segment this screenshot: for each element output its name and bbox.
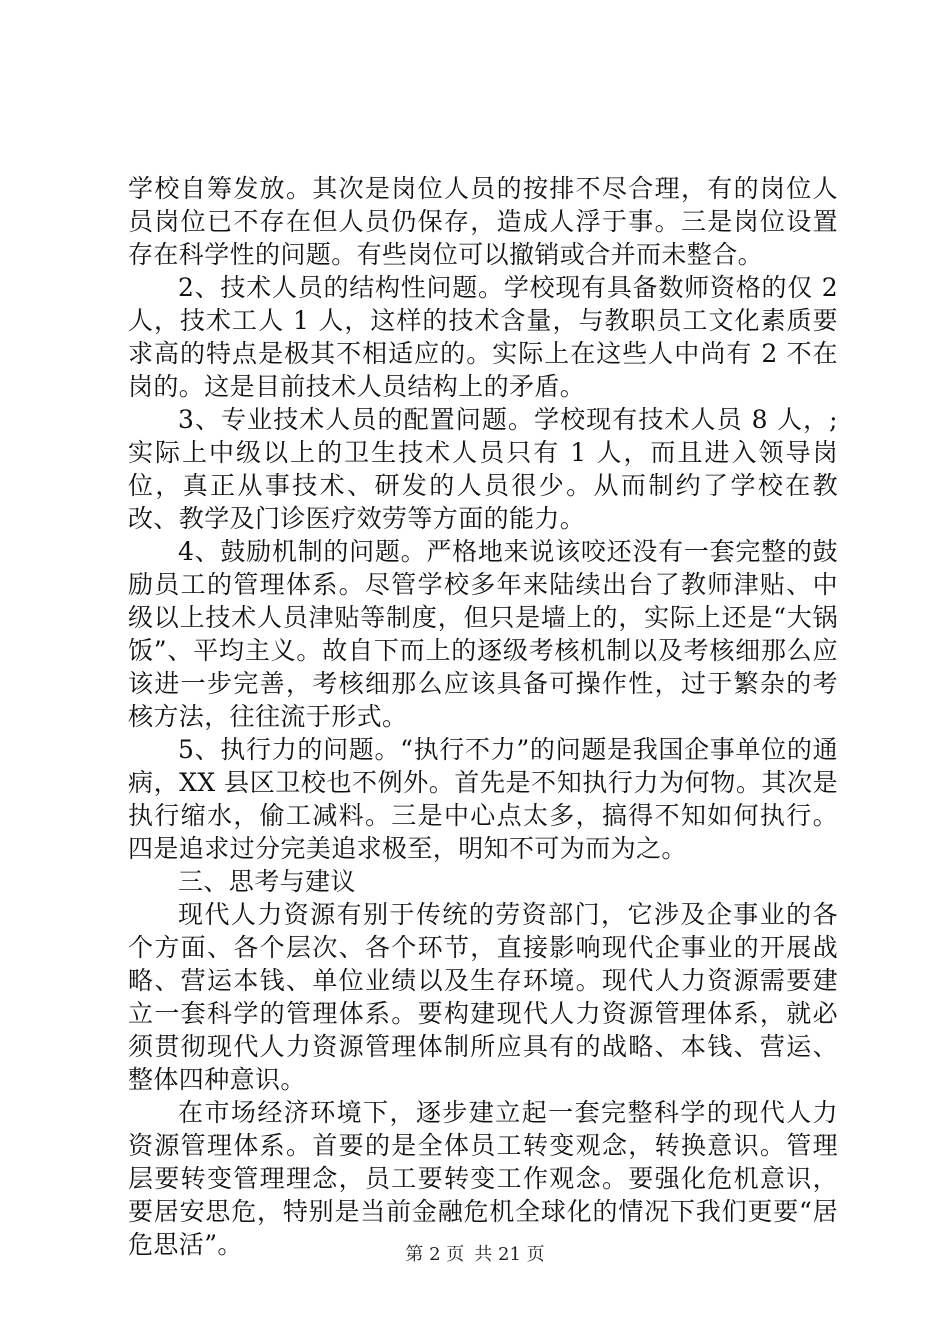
paragraph-4: 4、鼓励机制的问题。严格地来说该咬还没有一套完整的鼓励员工的管理体系。尽管学校多年来陆续出台了教师津贴、中级以上技术人员津贴等制度，但只是墙上的，实际上还是“大锅饭”、平均主义。故自下而上的逐级考核机制以及考核细那么应该进一步完善，考核细那么应该具备可操作性，过于繁杂的考核方法，往往流于形式。	[128, 537, 838, 731]
paragraph-2: 2、技术人员的结构性问题。学校现有具备数师资格的仅 2 人，技术工人 1 人，这样的技术含量，与教职员工文化素质要求高的特点是极其不相适应的。实际上在这些人中尚有 2 不在岗的。这是目前技术人员结构上的矛盾。	[128, 273, 838, 401]
paragraph-3: 3、专业技术人员的配置问题。学校现有技术人员 8 人，;实际上中级以上的卫生技术人员只有 1 人，而且进入领导岗位，真正从事技术、研发的人员很少。从而制约了学校在教改、教学及门诊医疗效劳等方面的能力。	[128, 405, 838, 533]
paragraph-1: 学校自筹发放。其次是岗位人员的按排不尽合理，有的岗位人员岗位已不存在但人员仍保存，造成人浮于事。三是岗位设置存在科学性的问题。有些岗位可以撤销或合并而未整合。	[128, 174, 838, 269]
paragraph-7: 现代人力资源有别于传统的劳资部门，它涉及企事业的各个方面、各个层次、各个环节，直接影响现代企事业的开展战略、营运本钱、单位业绩以及生存环境。现代人力资源需要建立一套科学的管理体系。要构建现代人力资源管理体系，就必须贯彻现代人力资源管理体制所应具有的战略、本钱、营运、整体四种意识。	[128, 900, 838, 1094]
paragraph-5: 5、执行力的问题。“执行不力”的问题是我国企事单位的通病，XX 县区卫校也不例外。首先是不知执行力为何物。其次是执行缩水，偷工减料。三是中心点太多，搞得不知如何执行。四是追求过分完美追求极至，明知不可为而为之。	[128, 735, 838, 863]
document-body	[128, 172, 838, 1261]
paragraph-8: 在市场经济环境下，逐步建立起一套完整科学的现代人力资源管理体系。首要的是全体员工转变观念，转换意识。管理层要转变管理理念，员工要转变工作观念。要强化危机意识，要居安思危，特别是当前金融危机全球化的情况下我们更要“居危思活”。	[128, 1098, 838, 1259]
page-footer	[0, 1244, 950, 1266]
page-number: 第 2 页	[405, 1244, 465, 1265]
section-heading: 三、思考与建议	[178, 867, 356, 896]
page-total: 共 21 页	[474, 1244, 545, 1265]
